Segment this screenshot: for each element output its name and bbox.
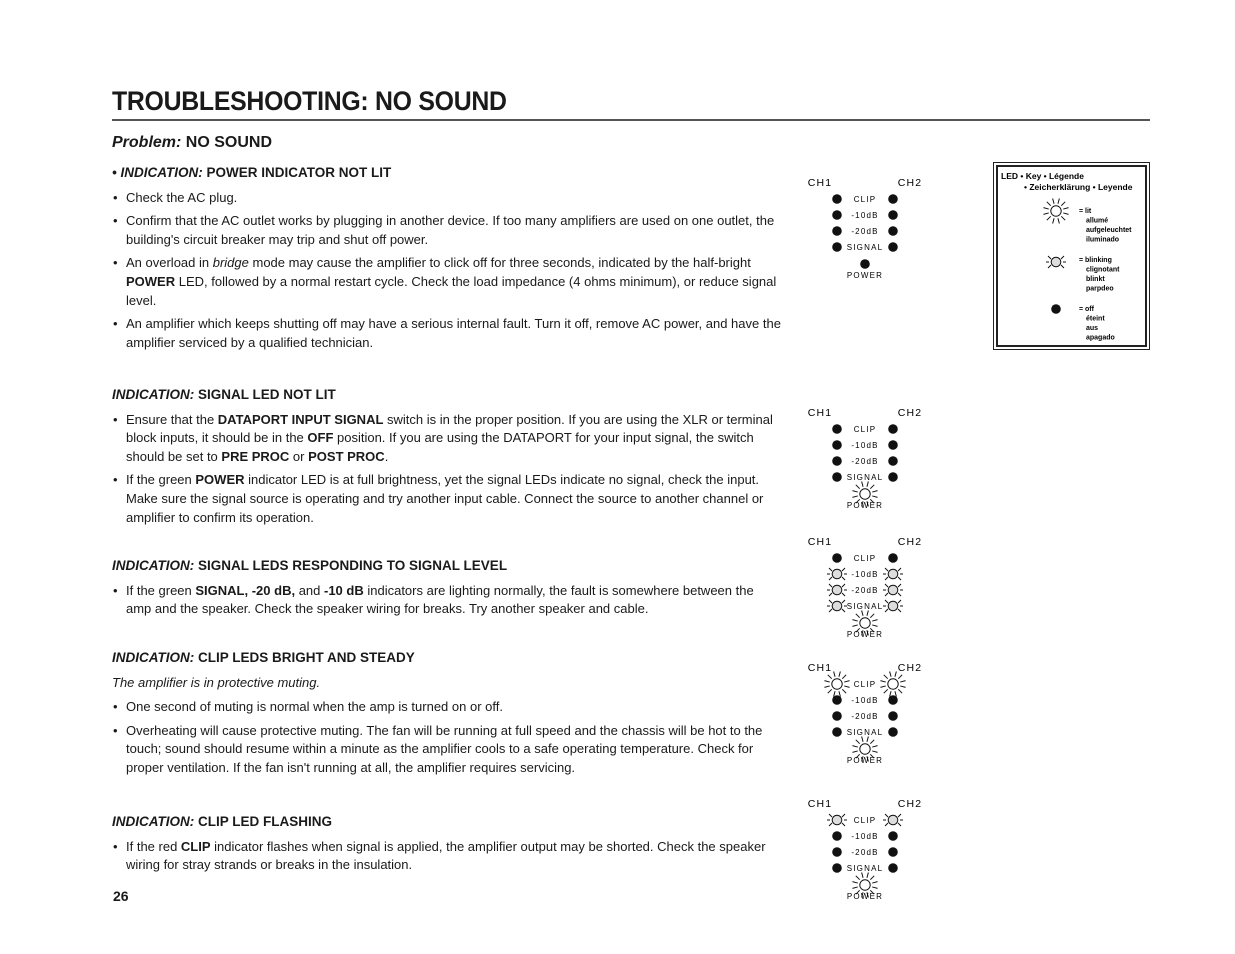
ch2-db10-led: [888, 831, 898, 841]
indication-value: POWER INDICATOR NOT LIT: [206, 165, 392, 180]
db20-label: -20dB: [851, 712, 879, 721]
bullet-item: • If the green SIGNAL, -20 dB, and -10 dB indicators are lighting normally, the fault is somewhere between the amp and the speaker. Check the speaker wiring for breaks. Try another speaker and cable.: [112, 582, 782, 619]
clip-label: CLIP: [853, 195, 877, 204]
led-key-svg: [998, 167, 1145, 345]
section-heading: [112, 386, 782, 405]
legend-word: allumé: [1086, 217, 1109, 225]
legend-word: blinkt: [1086, 276, 1105, 283]
bullet-item: • If the green POWER indicator LED is at full brightness, yet the signal LEDs indicate no signal, check the input. Make sure the signal source is operating and try another input cable. Connect the source to another channel or amplifier to confirm its operation.: [112, 471, 782, 527]
db20-label: -20dB: [851, 457, 879, 466]
ch2-db10-led: [888, 210, 898, 220]
legend-off-text: [1079, 306, 1115, 342]
db10-label: -10dB: [851, 570, 879, 579]
power-label: POWER: [846, 271, 884, 280]
clip-label: CLIP: [853, 680, 877, 689]
led-diagram-signal-not-lit: [800, 402, 930, 514]
bullet-item: • Check the AC plug.: [112, 189, 782, 208]
ch1-db20-led: [827, 584, 847, 596]
section-clip-steady: [112, 649, 782, 783]
page-number: 26: [113, 888, 129, 904]
led-diagram-clip-steady: [800, 657, 930, 769]
clip-label: CLIP: [853, 425, 877, 434]
problem-label: Problem:: [112, 134, 182, 151]
ch2-clip-led: [883, 814, 903, 826]
ch1-signal-led: [832, 242, 842, 252]
ch1-label: CH1: [807, 407, 833, 419]
led-diagram-clip-flashing: [800, 793, 930, 905]
ch1-db10-led: [832, 210, 842, 220]
ch2-db20-led: [883, 584, 903, 596]
ch2-signal-led: [888, 727, 898, 737]
ch1-label: CH1: [807, 177, 833, 189]
signal-label: SIGNAL: [846, 864, 884, 873]
led-diagram-signal-responding: [800, 531, 930, 643]
ch1-db10-led: [832, 440, 842, 450]
ch1-db10-led: [832, 695, 842, 705]
legend-lit-text: [1079, 208, 1132, 244]
bullet-item: • If the red CLIP indicator flashes when signal is applied, the amplifier output may be shorted. Check the speaker wiring for stray strands or breaks in the insulation.: [112, 838, 782, 875]
ch2-db10-led: [888, 440, 898, 450]
ch1-label: CH1: [807, 798, 833, 810]
section-note: The amplifier is in protective muting.: [112, 674, 321, 690]
ch2-label: CH2: [897, 407, 923, 419]
legend-lit-led: [1043, 198, 1068, 223]
ch1-signal-led: [832, 472, 842, 482]
ch1-db20-led: [832, 847, 842, 857]
section-heading: [112, 164, 782, 183]
ch1-clip-led: [832, 424, 842, 434]
legend-word: clignotant: [1086, 266, 1120, 274]
ch2-clip-led: [888, 194, 898, 204]
bullet-item: • One second of muting is normal when the amp is turned on or off.: [112, 698, 782, 717]
ch1-signal-led: [832, 727, 842, 737]
legend-blinking-icon: [1046, 256, 1066, 268]
indication-label: INDICATION:: [112, 814, 195, 829]
ch1-signal-led: [827, 600, 847, 612]
bullet-item: • An amplifier which keeps shutting off may have a serious internal fault. Turn it off, remove AC power, and have the amplifier serviced by a qualified technician.: [112, 315, 782, 352]
section-power-not-lit: [112, 164, 782, 357]
signal-label: SIGNAL: [846, 473, 884, 482]
legend-word: = lit: [1079, 208, 1092, 215]
legend-off-icon: [1051, 304, 1061, 314]
ch2-clip-led: [888, 424, 898, 434]
clip-label: CLIP: [853, 816, 877, 825]
section-heading: [112, 813, 782, 832]
bullet-item: • Confirm that the AC outlet works by plugging in another device. If too many amplifiers are used on one outlet, the building's circuit breaker may trip and shut off power.: [112, 212, 782, 249]
db10-label: -10dB: [851, 441, 879, 450]
problem-heading: [112, 134, 272, 152]
ch2-signal-led: [883, 600, 903, 612]
led-diagram-power-not-lit: [800, 172, 930, 284]
signal-label: SIGNAL: [846, 602, 884, 611]
ch2-signal-led: [888, 863, 898, 873]
signal-label: SIGNAL: [846, 728, 884, 737]
bullet-item: • Ensure that the DATAPORT INPUT SIGNAL switch is in the proper position. If you are using the XLR or terminal block inputs, it should be in the OFF position. If you are using the DATAPORT for your input signal, the switch should be set to PRE PROC or POST PROC.: [112, 411, 782, 467]
legend-title-1: LED • Key • Légende: [1001, 171, 1084, 181]
db20-label: -20dB: [851, 848, 879, 857]
db20-label: -20dB: [851, 227, 879, 236]
problem-value: NO SOUND: [185, 134, 273, 151]
legend-off-led: [1051, 304, 1061, 314]
ch1-db20-led: [832, 711, 842, 721]
indication-value: CLIP LEDS BRIGHT AND STEADY: [198, 650, 415, 665]
power-label: POWER: [846, 756, 884, 765]
bullet-item: • Overheating will cause protective muting. The fan will be running at full speed and the chassis will be hot to the touch; sound should resume within a minute as the amplifier cools to a safe operating temperature. Check for proper ventilation. If the fan isn't running at all, the amplifier requires servicing.: [112, 722, 782, 778]
ch1-clip-led: [824, 671, 849, 696]
ch1-signal-led: [832, 863, 842, 873]
legend-word: = off: [1079, 306, 1094, 313]
ch2-label: CH2: [897, 177, 923, 189]
section-signal-responding: [112, 557, 782, 624]
ch2-db20-led: [888, 226, 898, 236]
legend-lit-icon: [1043, 198, 1068, 223]
ch2-db20-led: [888, 456, 898, 466]
ch2-signal-led: [888, 242, 898, 252]
section-clip-flashing: [112, 813, 782, 880]
legend-word: éteint: [1086, 315, 1105, 323]
page-title: TROUBLESHOOTING: NO SOUND: [112, 86, 507, 116]
ch1-db10-led: [827, 568, 847, 580]
legend-word: aus: [1086, 325, 1099, 332]
ch2-db20-led: [888, 711, 898, 721]
led-key-legend: [996, 165, 1147, 347]
ch1-db20-led: [832, 456, 842, 466]
ch1-clip-led: [827, 814, 847, 826]
legend-title-2: • Zeicherklärung • Leyende: [1024, 182, 1133, 192]
indication-value: SIGNAL LEDS RESPONDING TO SIGNAL LEVEL: [198, 558, 508, 573]
ch2-signal-led: [888, 472, 898, 482]
indication-label: INDICATION:: [112, 558, 195, 573]
section-signal-not-lit: [112, 386, 782, 532]
indication-label: INDICATION:: [112, 650, 195, 665]
power-label: POWER: [846, 892, 884, 901]
ch1-label: CH1: [807, 662, 833, 674]
signal-label: SIGNAL: [846, 243, 884, 252]
title-rule: [112, 119, 1150, 121]
bullet-item: • An overload in bridge mode may cause the amplifier to click off for three seconds, indicated by the half-bright POWER LED, followed by a normal restart cycle. Check the load impedance (4 ohms minimum), or reduce signal level.: [112, 254, 782, 310]
ch2-db10-led: [888, 695, 898, 705]
power-label: POWER: [846, 630, 884, 639]
legend-word: apagado: [1086, 334, 1115, 342]
db10-label: -10dB: [851, 832, 879, 841]
db20-label: -20dB: [851, 586, 879, 595]
db10-label: -10dB: [851, 211, 879, 220]
power-label: POWER: [846, 501, 884, 510]
power-led: [860, 259, 870, 269]
legend-word: aufgeleuchtet: [1086, 227, 1132, 234]
section-heading: [112, 649, 782, 668]
ch2-label: CH2: [897, 798, 923, 810]
legend-blinking-text: [1079, 257, 1120, 293]
indication-label: INDICATION:: [112, 387, 195, 402]
ch2-clip-led: [880, 671, 905, 696]
indication-label: • INDICATION:: [112, 165, 203, 180]
ch2-label: CH2: [897, 536, 923, 548]
ch1-label: CH1: [807, 536, 833, 548]
legend-word: iluminado: [1086, 236, 1120, 244]
ch2-clip-led: [888, 553, 898, 563]
ch1-db20-led: [832, 226, 842, 236]
legend-word: = blinking: [1079, 257, 1112, 264]
legend-word: parpdeo: [1086, 285, 1114, 293]
section-heading: [112, 557, 782, 576]
ch2-db10-led: [883, 568, 903, 580]
ch2-db20-led: [888, 847, 898, 857]
indication-value: CLIP LED FLASHING: [198, 814, 333, 829]
db10-label: -10dB: [851, 696, 879, 705]
legend-blinking-led: [1046, 256, 1066, 268]
ch2-label: CH2: [897, 662, 923, 674]
clip-label: CLIP: [853, 554, 877, 563]
ch1-db10-led: [832, 831, 842, 841]
ch1-clip-led: [832, 194, 842, 204]
ch1-clip-led: [832, 553, 842, 563]
indication-value: SIGNAL LED NOT LIT: [198, 387, 336, 402]
